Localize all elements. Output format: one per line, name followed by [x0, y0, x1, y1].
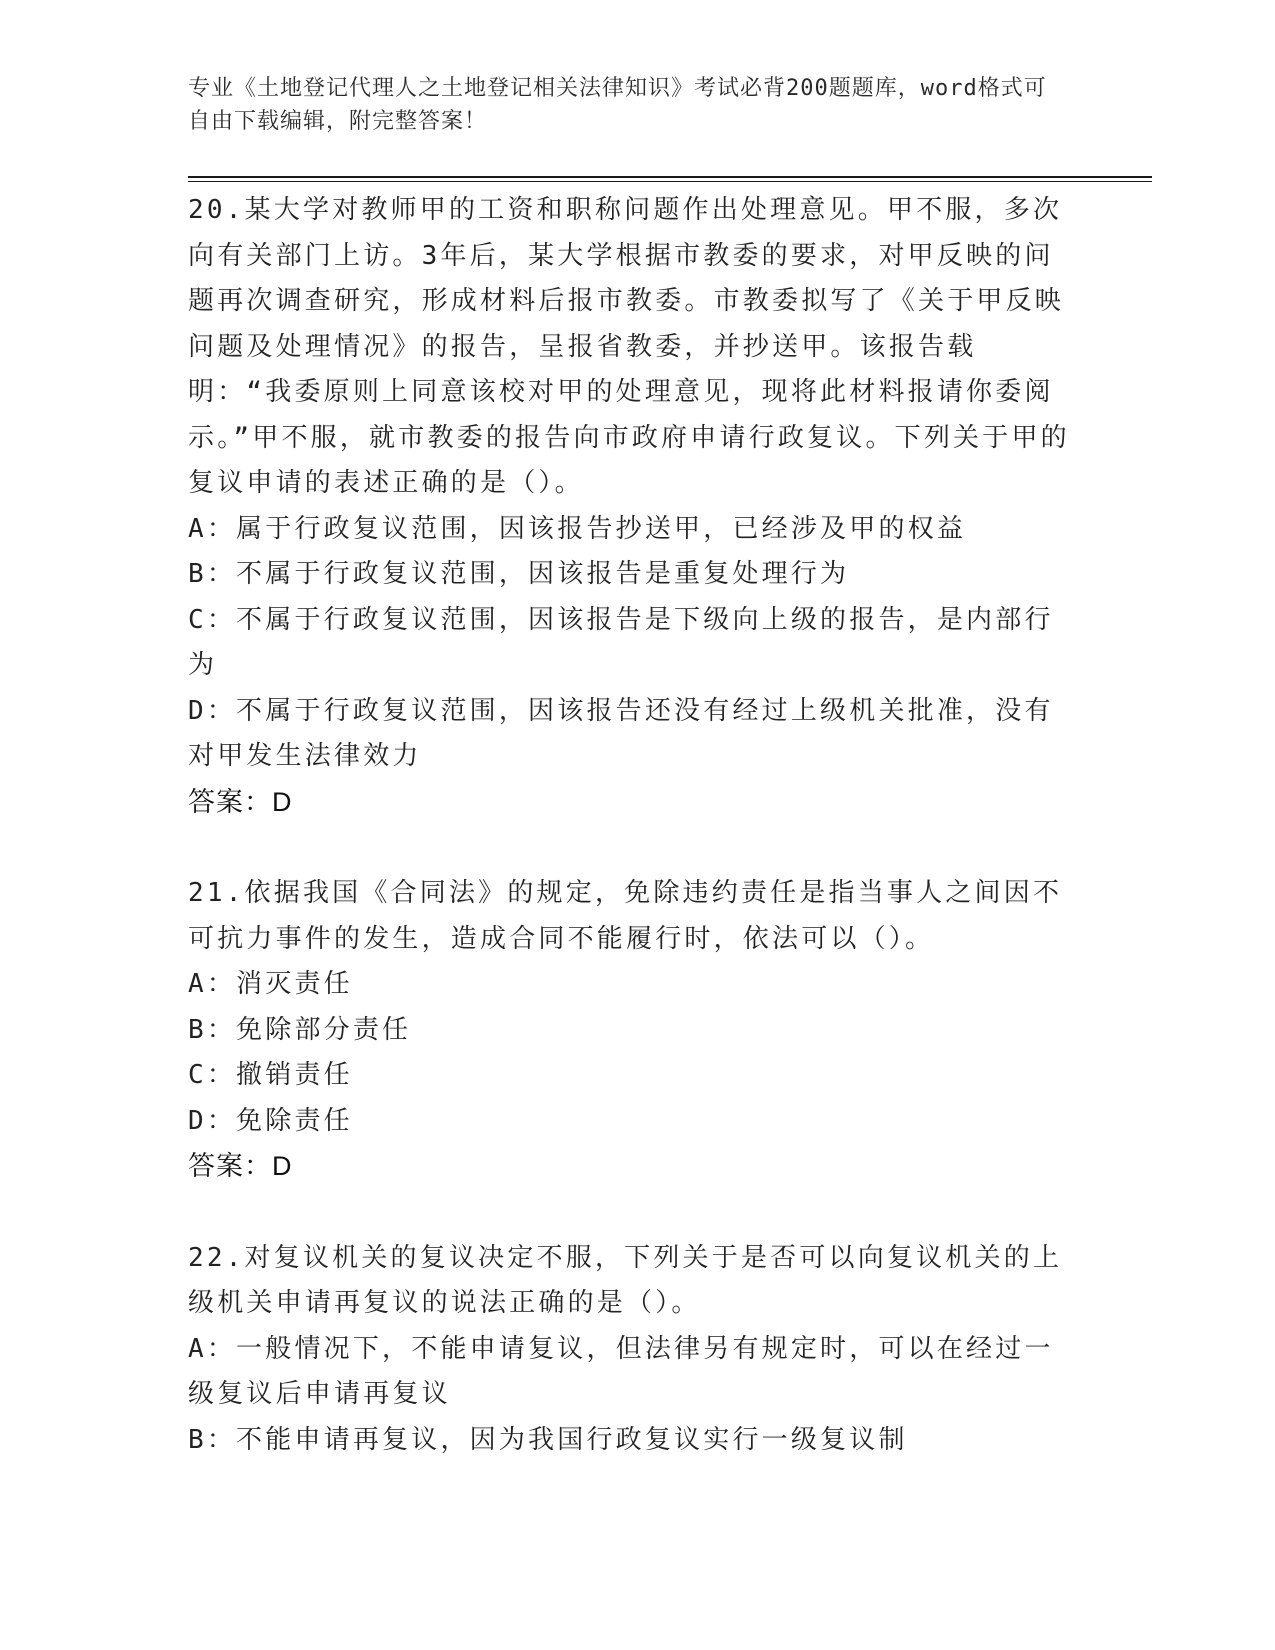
question-stem: 22.对复议机关的复议决定不服，下列关于是否可以向复议机关的上级机关申请再复议的说法正确的是（）。 — [188, 1242, 1063, 1318]
question-list — [188, 188, 1078, 1463]
document-header: 专业《土地登记代理人之土地登记相关法律知识》考试必背200题题库，word格式可自由下载编辑，附完整答案！ — [188, 76, 1047, 134]
option-a: A：一般情况下，不能申请复议，但法律另有规定时，可以在经过一级复议后申请再复议 — [188, 1333, 1054, 1409]
question-stem: 21.依据我国《合同法》的规定，免除违约责任是指当事人之间因不可抗力事件的发生，造成合同不能履行时，依法可以（）。 — [188, 878, 1063, 954]
question-21 — [188, 871, 1078, 1190]
question-22 — [188, 1236, 1078, 1464]
option-a: A：消灭责任 — [188, 969, 353, 999]
option-b: B：免除部分责任 — [188, 1014, 412, 1045]
option-b: B：不属于行政复议范围，因该报告是重复处理行为 — [188, 559, 850, 589]
option-c: C：撤销责任 — [188, 1060, 353, 1090]
question-spacer — [188, 825, 1078, 871]
answer: 答案：D — [188, 786, 293, 817]
header-divider-thin — [188, 181, 1152, 182]
answer: 答案：D — [188, 1151, 293, 1181]
option-d: D：免除责任 — [188, 1105, 353, 1136]
question-spacer — [188, 1190, 1078, 1236]
option-c: C：不属于行政复议范围，因该报告是下级向上级的报告，是内部行为 — [188, 604, 1054, 680]
option-b: B：不能申请再复议，因为我国行政复议实行一级复议制 — [188, 1424, 908, 1455]
option-a: A：属于行政复议范围，因该报告抄送甲，已经涉及甲的权益 — [188, 513, 967, 544]
question-stem: 20.某大学对教师甲的工资和职称问题作出处理意见。甲不服，多次向有关部门上访。3年后，某大学根据市教委的要求，对甲反映的问题再次调查研究，形成材料后报市教委。市教委拟写了《关于甲反映问题及处理情况》的报告，呈报省教委，并抄送甲。该报告载明：“我委原则上同意该校对甲的处理意见，现将此材料报请你委阅示。”甲不服，就市教委的报告向市政府申请行政复议。下列关于甲的复议申请的表述正确的是（）。 — [188, 195, 1070, 498]
question-20 — [188, 188, 1078, 825]
option-d: D：不属于行政复议范围，因该报告还没有经过上级机关批准，没有对甲发生法律效力 — [188, 695, 1054, 771]
header-divider-thick — [188, 176, 1152, 178]
